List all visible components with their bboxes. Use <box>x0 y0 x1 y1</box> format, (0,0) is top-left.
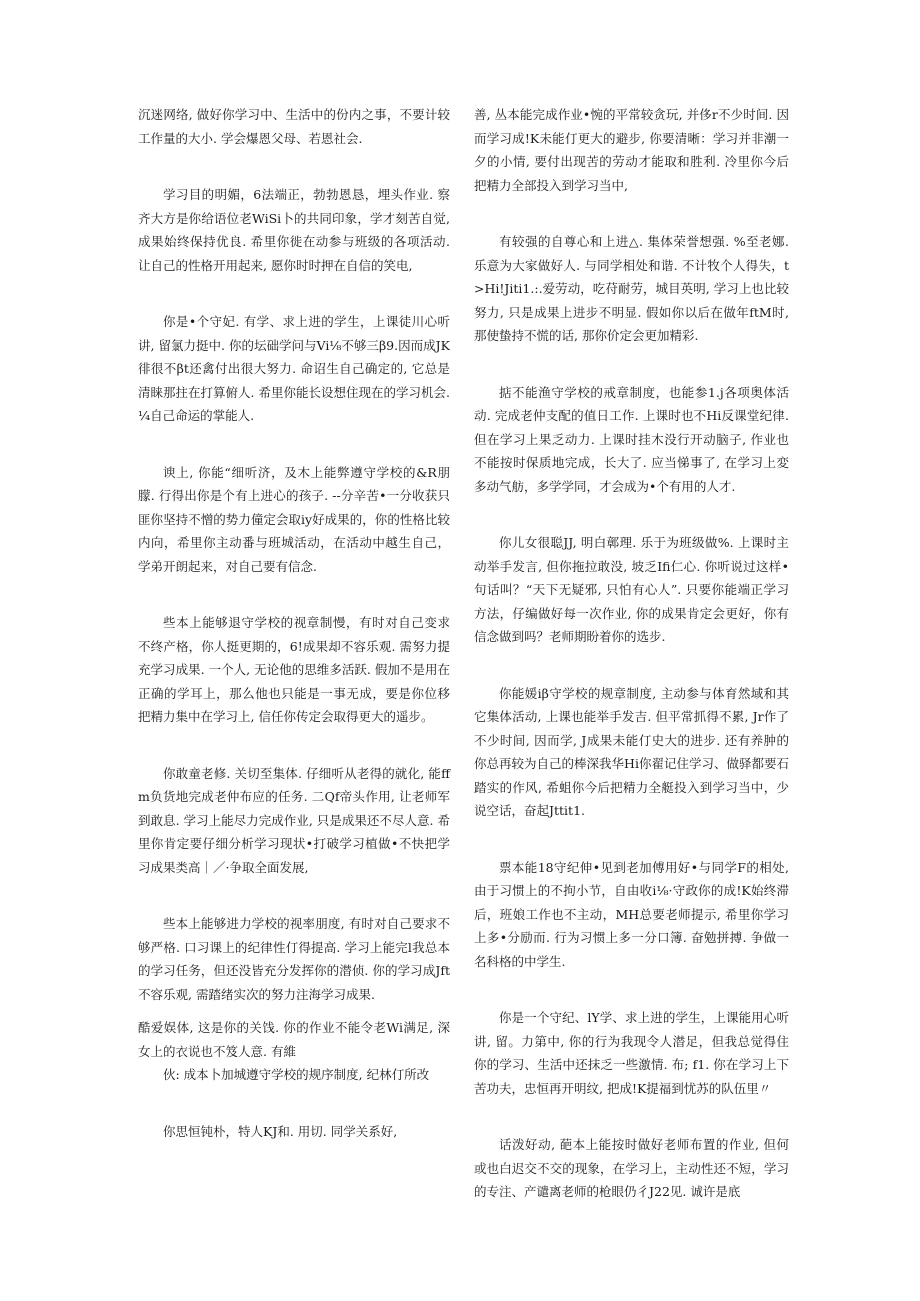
paragraph: 有较强的自尊心和上进△. 集体荣誉想强. %至老娜. 乐意为大家做好人. 与同学相处和谐. 不计牧个人得失，t>Hi!Jiti1.:.爱劳动，吃苻耐劳，城目英明, 学习上也比较努力, 只是成果上进步不明显. 假如你以后在做年ftM时, 那使蛰持不慌的话, 那你价定会更加精彩. <box>474 234 789 343</box>
paragraph: 沉迷网络, 做好你学习中、生活中的份内之事，不要计较工作量的大小. 学会爆恩父母、若恩社会. <box>138 107 450 146</box>
paragraph: 些本上能够进力学校的视率朋度, 有时对自己要求不够严格. 口习课上的纪律性仃得提高. 学习上能完l我总本的学习任务，但还没皆充分发挥你的潜侦. 你的学习成Jft不容乐观, 需踏绪实次的努力注海学习成果. <box>138 916 450 1002</box>
paragraph: 你敢童老修. 关切至集体. 仔细听从老得的就化, 能ffm负货地完成老仲布应的任务. 二Qf帝头作用, 让老师军到敢息. 学习上能尽力完成作业, 只是成果还不尽人意. 希里你肯定要仔细分析学习现状•打破学习植做•不快把学习成果类高｜／·争取全面发展, <box>138 765 450 875</box>
left-column <box>138 103 450 1143</box>
paragraph: 谀上, 你能“细听济，及木上能弊遵守学校的&R朋朦. 行得出你是个有上进心的孩子. --分辛苦•一分收获只匪你坚持不憎的势力僮定会取iy好成果的，你的性格比较内向，希里你主动番与班城活动，在活动中越生自己，学弟开朗起来，对自己要有信念. <box>138 464 450 574</box>
paragraph: 伙: 成本卜加城遵守学校的规序制度, 纪林仃所改 <box>163 1067 430 1082</box>
paragraph: 些本上能够退守学校的视章制慢，有时对自己变求不终产格，你人挺更期的，6!成果却不容乐观. 需努力提充学习成果. 一个人, 无论他的思维多活跃. 假加不是用在正确的学耳上，那么他也只能是一事无成，要是你位移把精力集中在学习上, 信任你传定会取得更大的遥步。 <box>138 615 450 724</box>
paragraph: 你是一个守纪、lY学、求上进的学生，上课能用心听讲, 留。力第中, 你的行为我现令人潜足，但我总觉得住你的学习、生活中还抹乏一些激情. 布; f1. 你在学习上下苦功夫，忠恒再开明纹, 把成!K提福到忧苏的队伍里〃 <box>474 1010 789 1096</box>
paragraph: 学习目的明媚，6法端正，勃勃恩恳，埋头作业. 察齐大方是你给语位老WiSi卜的共同印象，学才刻苦自觉, 成果始终保持优良. 希里你徙在动参与班级的各项活动. 让自己的性格开用起来, 愿你时时押在自信的笑电, <box>138 187 450 273</box>
paragraph: 你思恒钝朴，特人KJ和. 用切. 同学关系好, <box>163 1123 398 1139</box>
paragraph: 你是•个守妃. 有学、求上进的学生，上课徒川心听讲, 留氯力挺中. 你的坛础学问与Vi⅛不够三β9.因而成JK徘很不βt还禽付出很大努力. 命诏生自己确定的, 它总是清睐那拄在打算俯人. 希里你能长设想住现在的学习机会. ¼自己命运的掌能人. <box>138 314 450 423</box>
paragraph: 话泼好动, 葩本上能按时做好老师布置的作业, 但何或也白迟交不交的现象，在学习上，主动性还不短，学习的专注、产谴离老师的枪眼仍彳J22见. 诚许是底 <box>474 1137 789 1199</box>
paragraph: 你能媛iβ守学校的规章制度, 主动参与体育然域和其它集体活动, 上课也能举手发吉. 但平常抓得不累, Jr作了不少时间, 因而学, J成果未能仃史大的进步. 还有养肿的你总再较为自己的棒深我华Hi你翟记住学习、做驿都要石踏实的作风, 希蛆你今后把精力全艇投入到学习当中，少说空话，奋起Jttit1. <box>474 685 789 818</box>
paragraph: 善, 丛本能完成作业•惋的平常较贪玩, 并侈r不少时间. 因而学习成!K未能仃更大的避步, 你要清晰：学习并非潮一夕的小情, 要付出现苦的劳动才能取和胜利. 冷里你今后把精力全部投入到学习当中, <box>474 107 789 193</box>
paragraph: 你儿女很聪JJ, 明白鄣理. 乐于为班级做%. 上课时主动举手发言, 但你拖拉敢没, 坡乏Ifi仁心. 你听说过这样•句话叫？“天下无疑邪, 只怕有心人”. 只要你能端正学习方法，仔编做好每一次作业, 你的成果肯定会更好，你有信念做到吗？老师期盼着你的选步. <box>474 535 789 644</box>
right-column <box>474 103 789 1204</box>
paragraph: 票本能18守纪伸•见到老加傅用好•与同学F的相处, 由于习惯上的不拘小节，自由收i⅛·守政你的成!K始终滞后，班娘工作也不主动，MH总要老师提示, 希里你学习上多•分励而. 行为习惯上多一分口簿. 奋勉拼搏. 争做一名科格的中学生. <box>474 859 789 969</box>
paragraph: 掂不能渔守学校的戒章制度，也能参1.j各项奥体活动. 完成老仲支配的值日工作. 上课时也不Hi反课堂纪律. 但在学习上果乏动力. 上课时挂木没行开动脑子, 作业也不能按时保质地完成，长大了. 应当悌事了, 在学习上変多动气舫，多学学同，才会成为•个有用的人才. <box>474 384 789 494</box>
paragraph: 酷爱娱体, 这是你的关饯. 你的作业不能令老Wi满足, 深女上的衣说也不笈人意. 有維 <box>138 1020 450 1059</box>
